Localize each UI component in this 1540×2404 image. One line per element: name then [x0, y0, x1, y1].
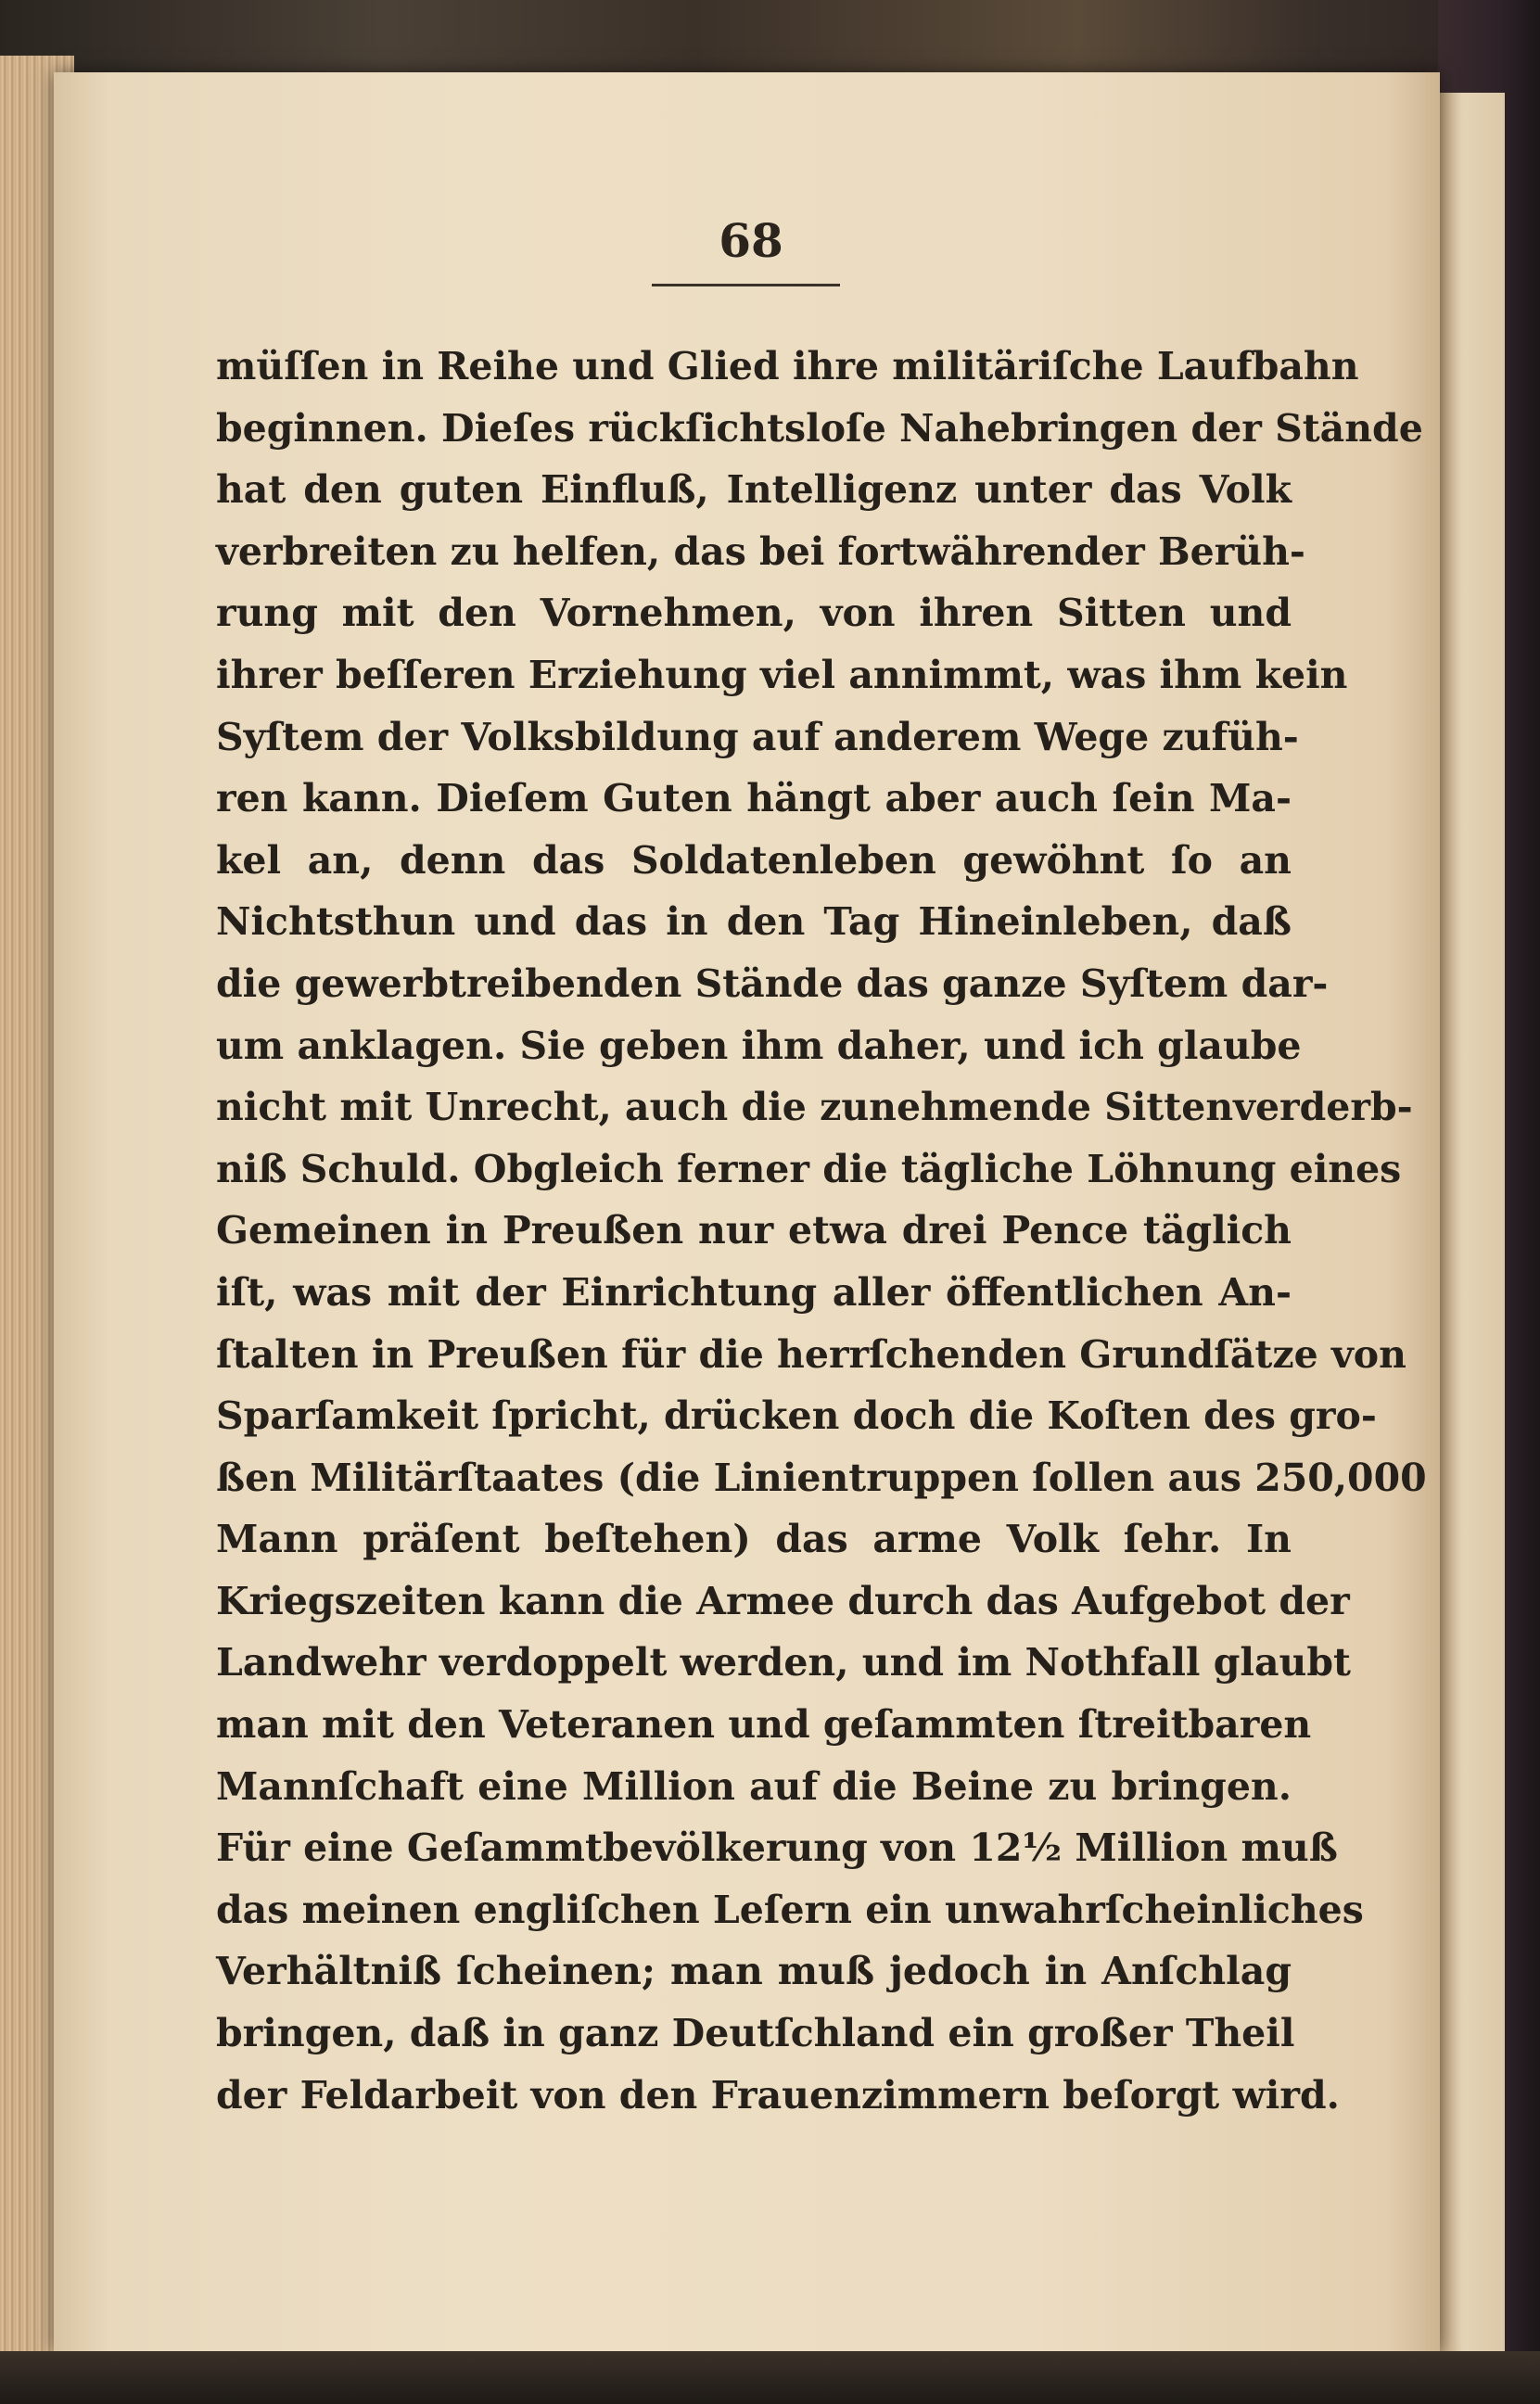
text-line: niß Schuld. Obgleich ferner die tägliche Löhnung eines — [216, 1146, 1402, 1191]
text-line: Verhältniß ſcheinen; man muß jedoch in Anſchlag — [216, 1949, 1292, 1994]
text-line: hat den guten Einfluß, Intelligenz unter das Volk — [216, 467, 1292, 513]
text-line: iſt, was mit der Einrichtung aller öffentlichen An- — [216, 1269, 1292, 1315]
text-line: man mit den Veteranen und geſammten ſtreitbaren — [216, 1702, 1312, 1748]
adjacent-page — [1440, 93, 1505, 2355]
text-line: Mannſchaft eine Million auf die Beine zu bringen. — [216, 1763, 1292, 1809]
text-line: die gewerbtreibenden Stände das ganze Syſtem dar- — [216, 960, 1329, 1006]
text-line: nicht mit Unrecht, auch die zunehmende Sittenverderb- — [216, 1085, 1413, 1130]
text-line: müſſen in Reihe und Glied ihre militäriſche Laufbahn — [216, 344, 1359, 388]
text-line: das meinen engliſchen Leſern ein unwahrſcheinliches — [216, 1887, 1364, 1932]
text-line: ßen Militärſtaates (die Linientruppen ſollen aus 250,000 — [216, 1455, 1427, 1500]
text-line: rung mit den Vornehmen, von ihren Sitten und — [216, 591, 1292, 636]
text-line: Sparſamkeit ſpricht, drücken doch die Koſten des gro- — [216, 1393, 1377, 1439]
text-line: Syſtem der Volksbildung auf anderem Wege zufüh- — [216, 714, 1299, 759]
header-rule — [652, 284, 840, 286]
text-line: beginnen. Dieſes rückſichtsloſe Nahebringen der Stände — [216, 405, 1423, 451]
text-line: um anklagen. Sie geben ihm daher, und ich glaube — [216, 1023, 1302, 1068]
text-line: kel an, denn das Soldatenleben gewöhnt ſo an — [216, 837, 1292, 883]
text-line: ren kann. Dieſem Guten hängt aber auch ſein Ma- — [216, 776, 1292, 821]
text-line: ſtalten in Preußen für die herrſchenden Grundſätze von — [216, 1331, 1406, 1377]
text-line: verbreiten zu helfen, das bei fortwährender Berüh- — [216, 528, 1305, 574]
page-body-text — [216, 336, 1427, 2126]
text-line: Landwehr verdoppelt werden, und im Nothfall glaubt — [216, 1640, 1351, 1685]
text-line: bringen, daß in ganz Deutſchland ein großer Theil — [216, 2011, 1295, 2056]
text-line: Kriegszeiten kann die Armee durch das Aufgebot der — [216, 1578, 1350, 1623]
text-line: der Feldarbeit von den Frauenzimmern beſorgt wird. — [216, 2072, 1340, 2118]
text-line: Mann präſent beſtehen) das arme Volk ſehr. In — [216, 1517, 1292, 1562]
book-bottom-edge — [0, 2351, 1540, 2404]
text-line: Für eine Geſammtbevölkerung von 12½ Million muß — [216, 1825, 1338, 1871]
text-line: Gemeinen in Preußen nur etwa drei Pence täglich — [216, 1208, 1292, 1253]
text-line: Nichtsthun und das in den Tag Hineinleben, daß — [216, 899, 1292, 945]
page-number: 68 — [719, 213, 783, 268]
text-line: ihrer beſſeren Erziehung viel annimmt, was ihm kein — [216, 652, 1348, 697]
